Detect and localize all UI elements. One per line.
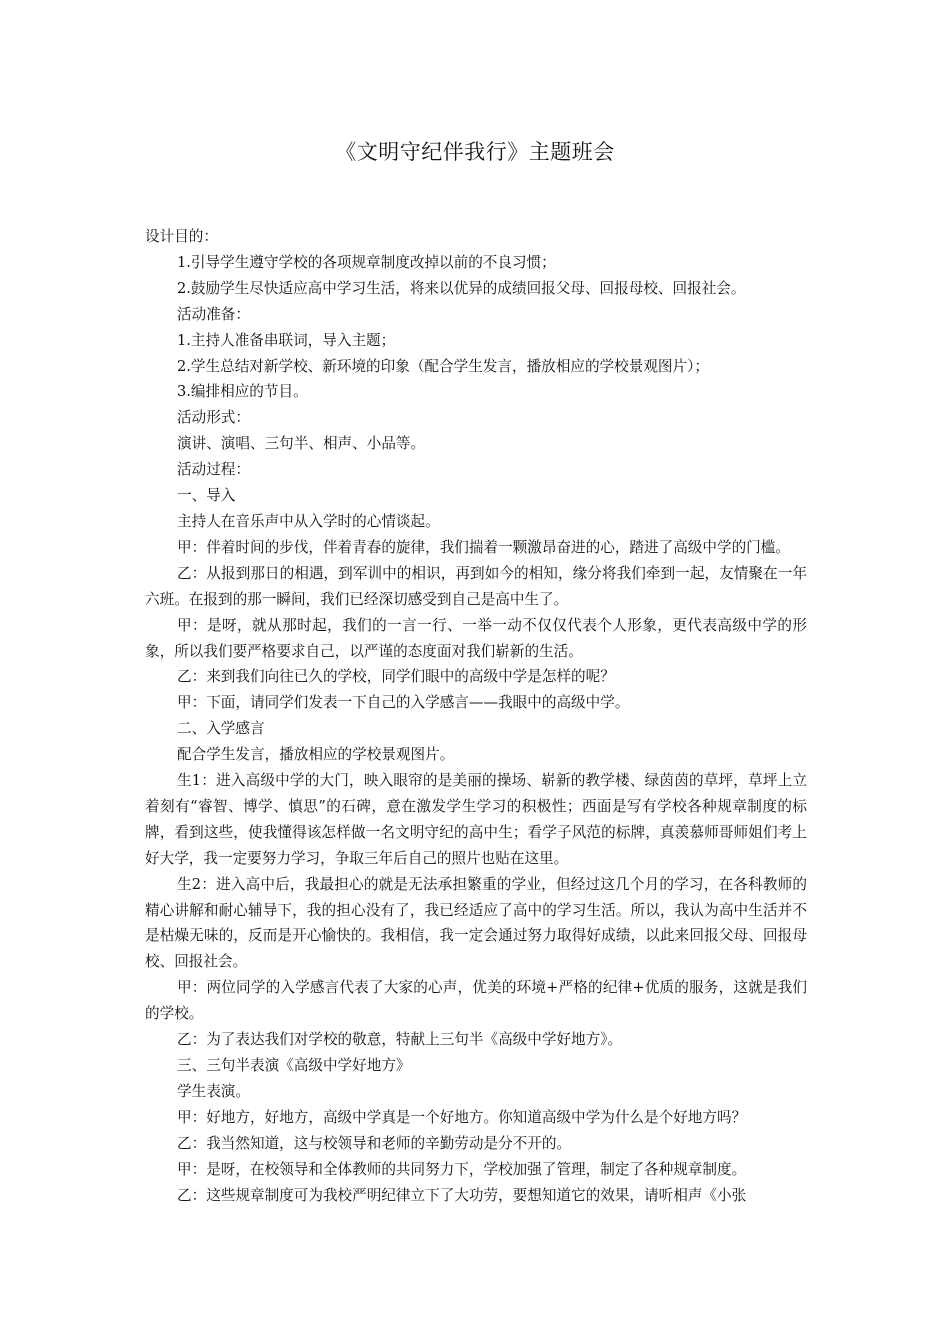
paragraph: 甲：两位同学的入学感言代表了大家的心声，优美的环境+严格的纪律+优质的服务，这就是我们的学校。 <box>145 979 807 1023</box>
paragraph: 甲：是呀，就从那时起，我们的一言一行、一举一动不仅仅代表个人形象，更代表高级中学的形象，所以我们要严格要求自己，以严谨的态度面对我们崭新的生活。 <box>145 616 807 660</box>
paragraph: 活动准备： <box>177 305 250 323</box>
paragraph: 三、三句半表演《高级中学好地方》 <box>177 1057 411 1074</box>
paragraph: 配合学生发言，播放相应的学校景观图片。 <box>177 746 455 764</box>
paragraph: 2.鼓励学生尽快适应高中学习生活，将来以优异的成绩回报父母、回报母校、回报社会。 <box>177 279 746 297</box>
paragraph: 乙：我当然知道，这与校领导和老师的辛勤劳动是分不开的。 <box>177 1134 572 1152</box>
paragraph: 2.学生总结对新学校、新环境的印象（配合学生发言，播放相应的学校景观图片）； <box>177 357 710 375</box>
paragraph: 生1：进入高级中学的大门，映入眼帘的是美丽的操场、崭新的教学楼、绿茵茵的草坪，草坪上立着刻有“睿智、博学、慎思”的石碑，意在激发学生学习的积极性；西面是写有学校各种规章制度的标牌，看到这些，使我懂得该怎样做一名文明守纪的高中生；看学子风范的标牌，真羡慕师哥师姐们考上好大学，我一定要努力学习，争取三年后自己的照片也贴在这里。 <box>145 772 807 867</box>
paragraph: 乙：这些规章制度可为我校严明纪律立下了大功劳，要想知道它的效果，请听相声《小张 <box>177 1186 747 1204</box>
paragraph: 学生表演。 <box>177 1082 250 1100</box>
paragraph: 二、入学感言 <box>177 720 265 738</box>
paragraph: 乙：为了表达我们对学校的敬意，特献上三句半《高级中学好地方》。 <box>177 1031 623 1049</box>
paragraph: 1.引导学生遵守学校的各项规章制度改掉以前的不良习惯； <box>177 253 556 271</box>
paragraph: 活动过程： <box>177 461 250 479</box>
paragraph: 3.编排相应的节目。 <box>177 383 308 401</box>
paragraph: 甲：好地方，好地方，高级中学真是一个好地方。你知道高级中学为什么是个好地方吗？ <box>177 1108 747 1126</box>
document-body <box>145 224 807 1208</box>
paragraph: 演讲、演唱、三句半、相声、小品等。 <box>177 435 426 453</box>
paragraph: 乙：从报到那日的相遇，到军训中的相识，再到如今的相知，缘分将我们牵到一起，友情聚在一年六班。在报到的那一瞬间，我们已经深切感受到自己是高中生了。 <box>145 564 807 608</box>
paragraph: 活动形式： <box>177 409 250 427</box>
paragraph: 生2：进入高中后，我最担心的就是无法承担繁重的学业，但经过这几个月的学习，在各科教师的精心讲解和耐心辅导下，我的担心没有了，我已经适应了高中的学习生活。所以，我认为高中生活并不是枯燥无味的，反而是开心愉快的。我相信，我一定会通过努力取得好成绩，以此来回报父母、回报母校、回报社会。 <box>145 875 807 971</box>
paragraph: 设计目的： <box>145 228 218 245</box>
document-title: 《文明守纪伴我行》主题班会 <box>335 140 615 164</box>
paragraph: 甲：伴着时间的步伐，伴着青春的旋律，我们揣着一颗激昂奋进的心，踏进了高级中学的门槛。 <box>177 538 790 556</box>
paragraph: 乙：来到我们向往已久的学校，同学们眼中的高级中学是怎样的呢？ <box>177 668 615 686</box>
paragraph: 主持人在音乐声中从入学时的心情谈起。 <box>177 512 440 530</box>
paragraph: 甲：是呀，在校领导和全体教师的共同努力下，学校加强了管理，制定了各种规章制度。 <box>177 1160 747 1178</box>
paragraph: 一、导入 <box>177 487 236 505</box>
paragraph: 甲：下面，请同学们发表一下自己的入学感言——我眼中的高级中学。 <box>177 694 630 712</box>
paragraph: 1.主持人准备串联词，导入主题； <box>177 331 396 349</box>
